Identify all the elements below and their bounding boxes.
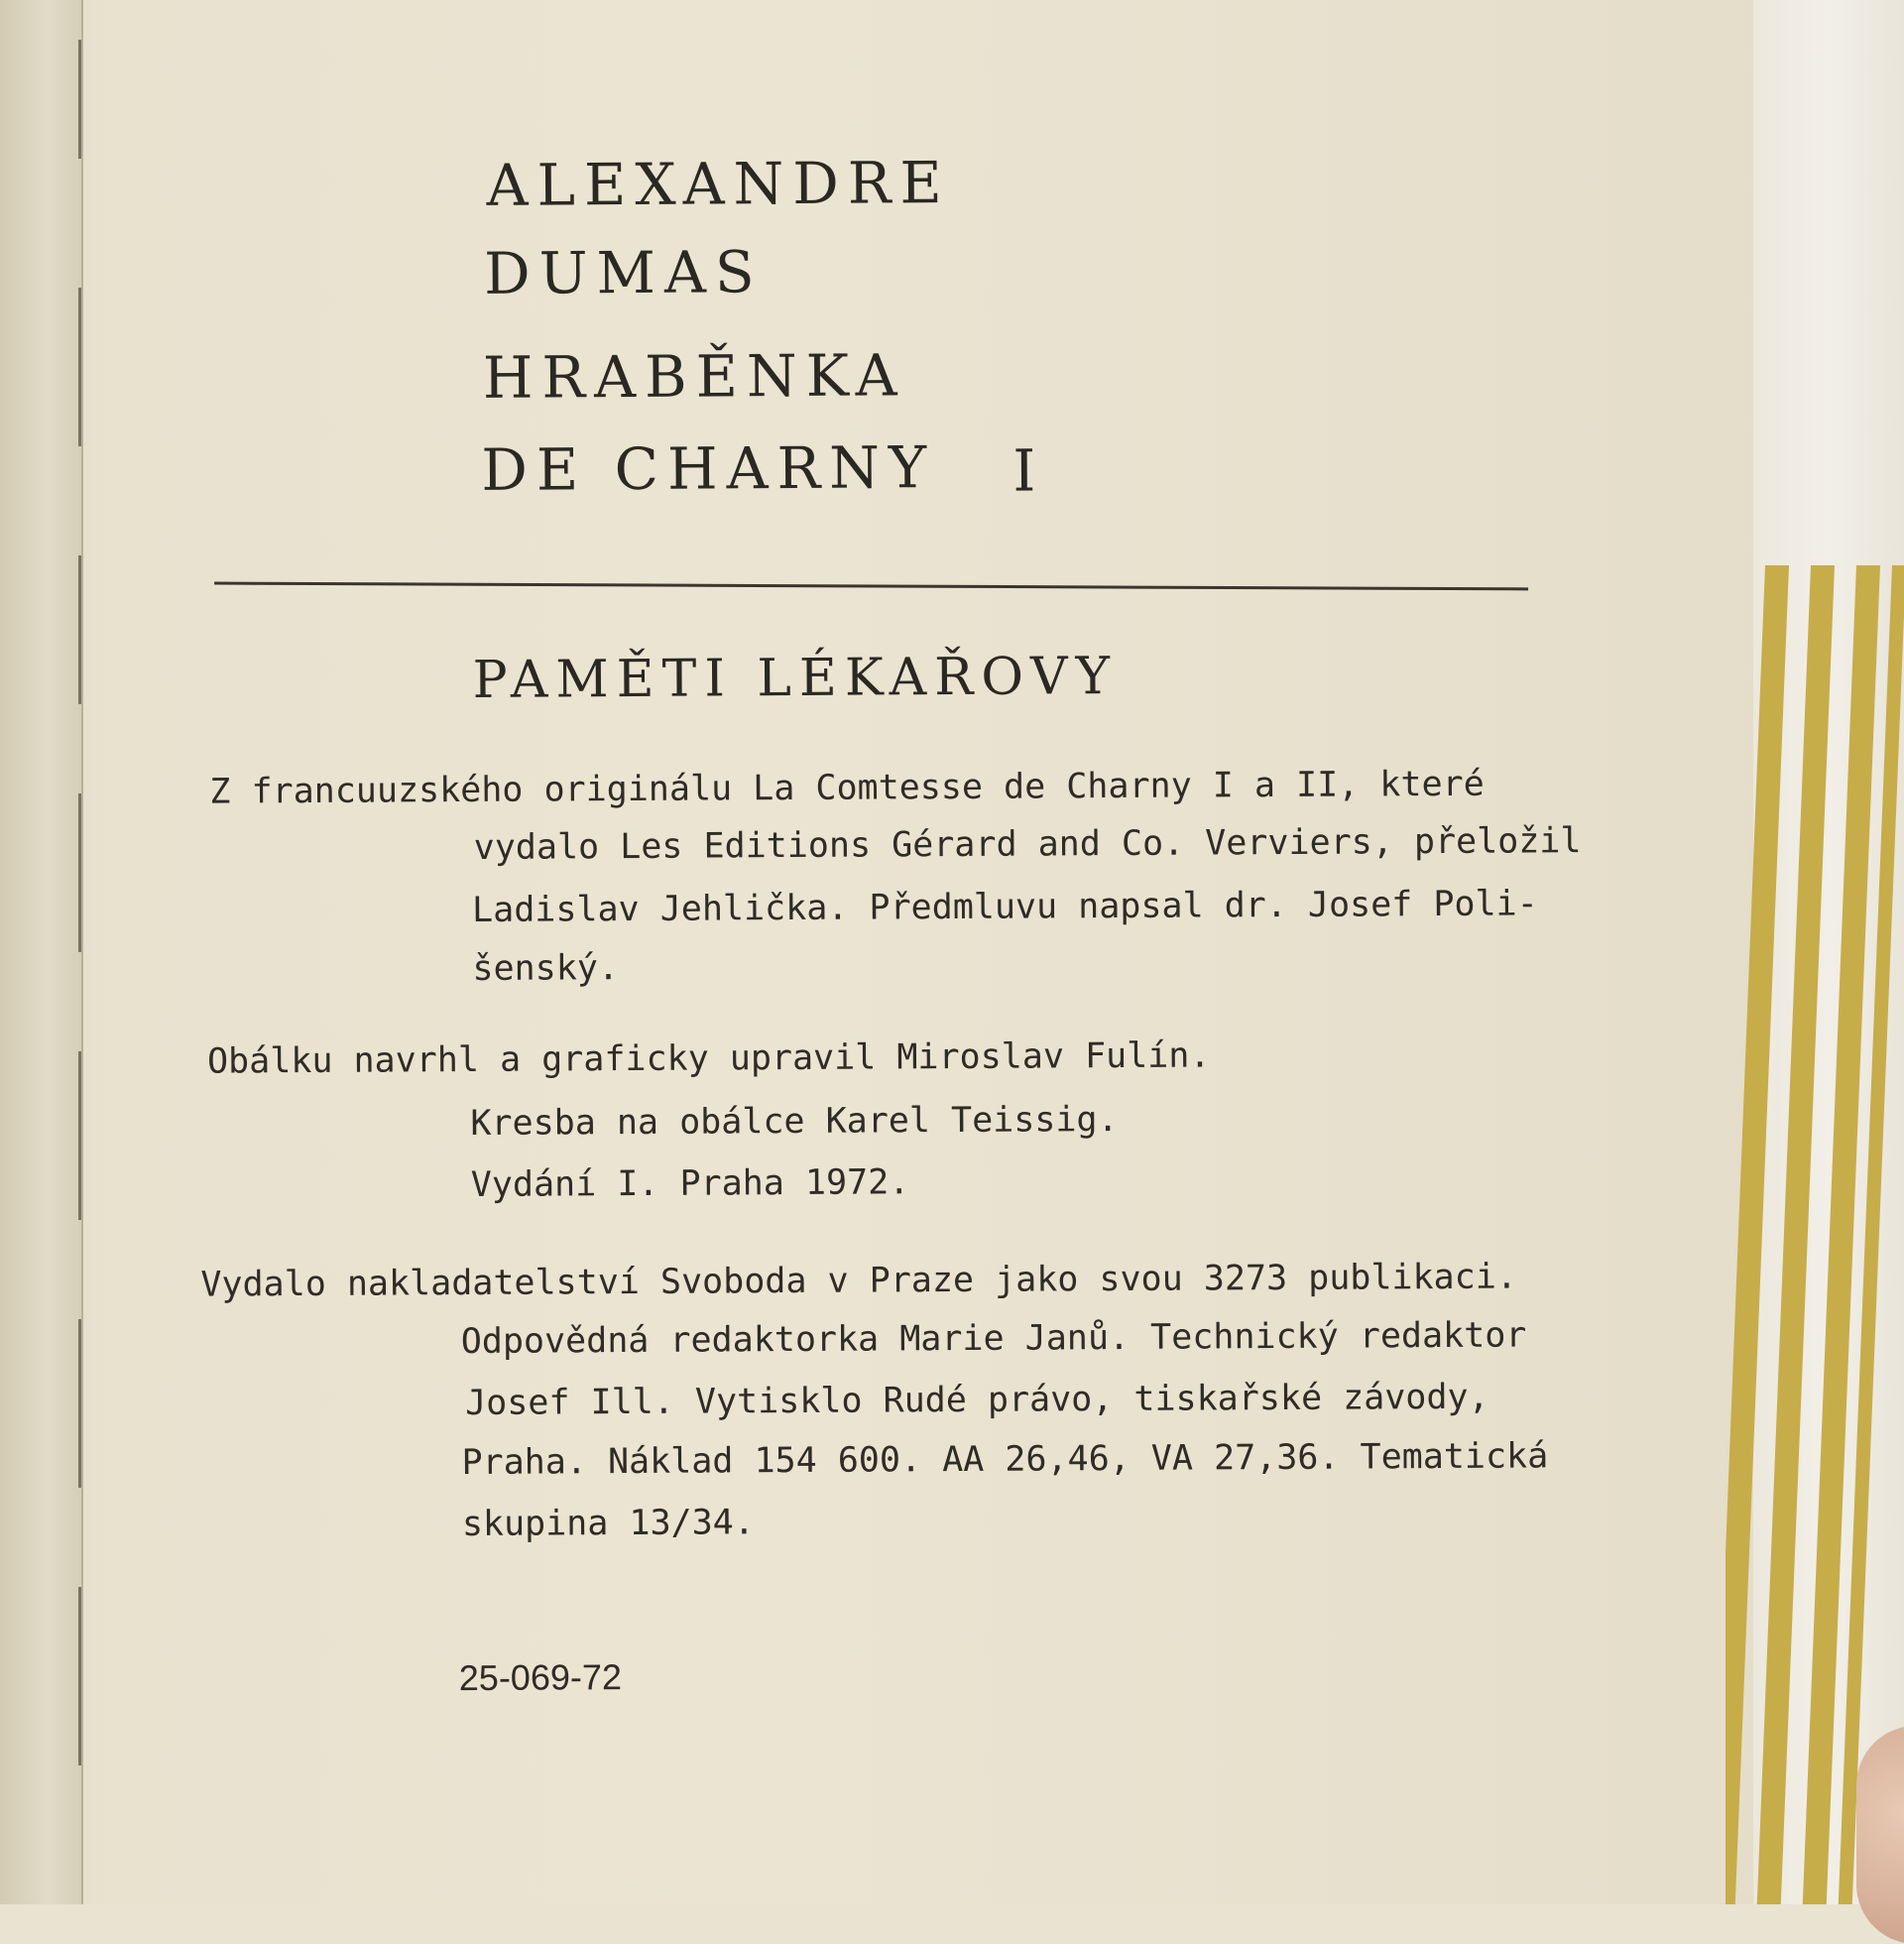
design-line: Kresba na obálce Karel Teissig.: [470, 1100, 1119, 1144]
horizontal-rule: [214, 582, 1528, 591]
translation-line: Ladislav Jehlička. Předmluvu napsal dr. Josef Poli-: [471, 884, 1538, 930]
design-line: Vydání I. Praha 1972.: [470, 1162, 910, 1205]
volume-number: I: [1012, 436, 1036, 505]
publisher-line: Odpovědná redaktorka Marie Janů. Technický redaktor: [460, 1315, 1527, 1363]
design-line: Obálku navrhl a graficky upravil Miroslav Fulín.: [206, 1035, 1211, 1082]
publisher-line: Josef Ill. Vytisklo Rudé právo, tiskařské závody,: [465, 1377, 1489, 1424]
translation-line: vydalo Les Editions Gérard and Co. Verviers, přeložil: [473, 821, 1582, 868]
translation-line: šenský.: [472, 948, 620, 989]
author-last-name: DUMAS: [483, 238, 764, 307]
book-title-line1: HRABĚNKA: [482, 341, 906, 412]
translation-line: Z francuuzského originálu La Comtesse de Charny I a II, které: [209, 764, 1485, 812]
author-first-name: ALEXANDRE: [486, 149, 951, 219]
book-title-line2: DE CHARNY: [481, 433, 936, 504]
publisher-line: Praha. Náklad 154 600. AA 26,46, VA 27,36. Tematická: [461, 1436, 1549, 1484]
series-title: PAMĚTI LÉKAŘOVY: [472, 646, 1119, 710]
publisher-line: Vydalo nakladatelství Svoboda v Praze jako svou 3273 publikaci.: [200, 1257, 1518, 1305]
publisher-line: skupina 13/34.: [461, 1503, 756, 1545]
catalog-code: 25-069-72: [458, 1656, 623, 1699]
